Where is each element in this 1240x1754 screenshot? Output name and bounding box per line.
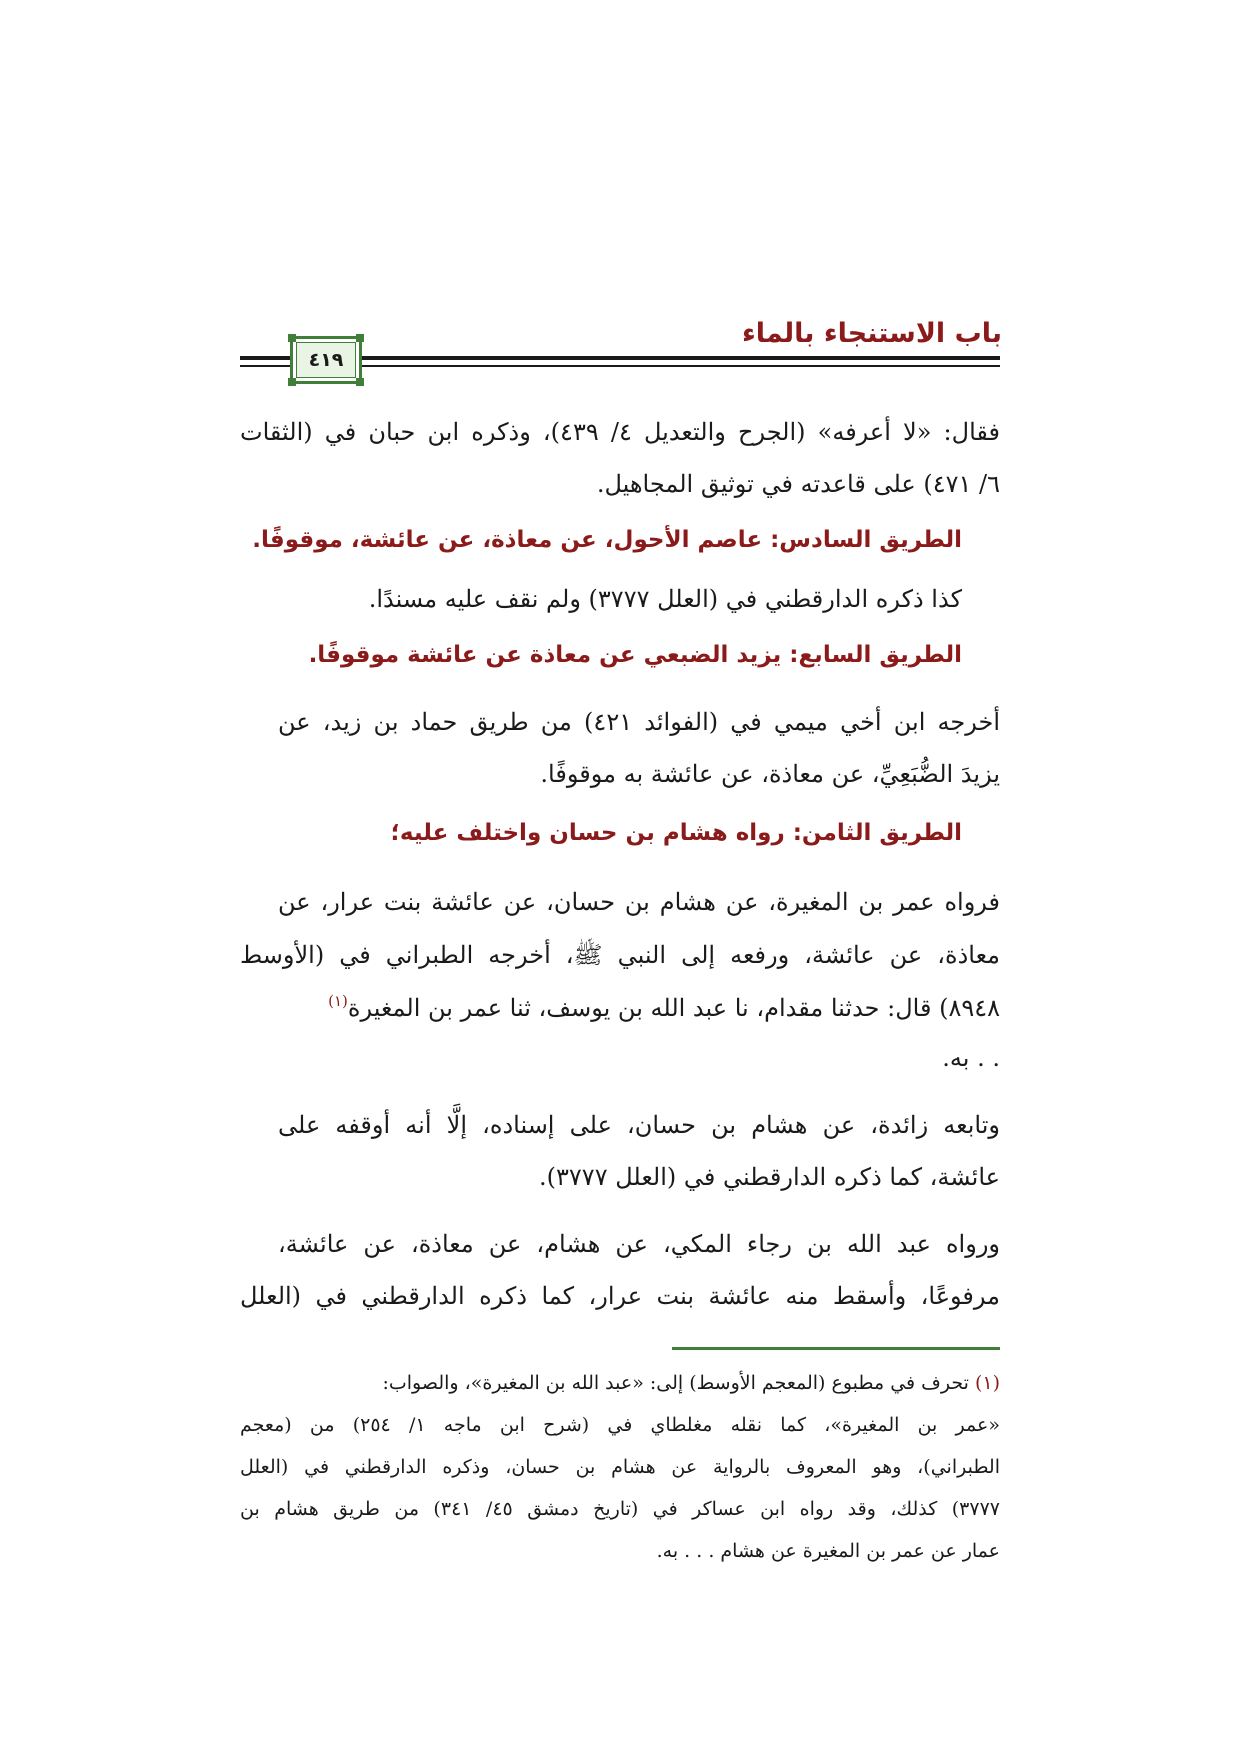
- footnote-line: «عمر بن المغيرة»، كما نقله مغلطاي في (شرح ابن ماجه ١/ ٢٥٤) من (معجم: [240, 1414, 1000, 1436]
- footnote-line: ٣٧٧٧) كذلك، وقد رواه ابن عساكر في (تاريخ دمشق ٤٥/ ٣٤١) من طريق هشام بن: [240, 1498, 1000, 1520]
- section-heading-8: الطريق الثامن: رواه هشام بن حسان واختلف عليه؛: [390, 820, 962, 846]
- running-title: باب الاستنجاء بالماء: [741, 318, 1002, 349]
- body-line: كذا ذكره الدارقطني في (العلل ٣٧٧٧) ولم نقف عليه مسندًا.: [368, 585, 962, 613]
- frame-ornament: [356, 378, 364, 386]
- body-line: . . به.: [942, 1044, 1000, 1072]
- body-line: ٦/ ٤٧١) على قاعدته في توثيق المجاهيل.: [596, 470, 1000, 498]
- section-heading-7: الطريق السابع: يزيد الضبعي عن معاذة عن عائشة موقوفًا.: [308, 642, 962, 668]
- body-line: عائشة، كما ذكره الدارقطني في (العلل ٣٧٧٧).: [539, 1163, 1000, 1191]
- frame-ornament: [356, 334, 364, 342]
- body-line: معاذة، عن عائشة، ورفعه إلى النبي ﷺ، أخرجه الطبراني في (الأوسط: [240, 941, 1000, 969]
- body-line: يزيدَ الضُّبَعِيِّ، عن معاذة، عن عائشة به موقوفًا.: [540, 760, 1000, 788]
- page-number: ٤١٩: [296, 342, 356, 378]
- footnote-line: [240, 1372, 1000, 1394]
- body-line: مرفوعًا، وأسقط منه عائشة بنت عرار، كما ذكره الدارقطني في (العلل: [240, 1282, 1000, 1310]
- footnote-reference: (١): [328, 992, 348, 1010]
- footnote-line: عمار عن عمر بن المغيرة عن هشام . . . به.: [656, 1540, 1000, 1562]
- footnote-number: (١): [974, 1372, 1000, 1394]
- section-heading-6: الطريق السادس: عاصم الأحول، عن معاذة، عن عائشة، موقوفًا.: [252, 527, 962, 553]
- frame-ornament: [288, 334, 296, 342]
- body-line: أخرجه ابن أخي ميمي في (الفوائد ٤٢١) من طريق حماد بن زيد، عن: [278, 708, 1000, 736]
- body-line: ٨٩٤٨) قال: حدثنا مقدام، نا عبد الله بن يوسف، ثنا عمر بن المغيرة: [347, 994, 1000, 1022]
- footnote-separator: [672, 1347, 1000, 1350]
- body-line: ورواه عبد الله بن رجاء المكي، عن هشام، عن معاذة، عن عائشة،: [278, 1230, 1000, 1258]
- body-line: وتابعه زائدة، عن هشام بن حسان، على إسناده، إلَّا أنه أوقفه على: [278, 1111, 1000, 1139]
- body-line-with-footnote-ref: [240, 992, 1000, 1022]
- body-line: فرواه عمر بن المغيرة، عن هشام بن حسان، عن عائشة بنت عرار، عن: [278, 888, 1000, 916]
- footnote-line: الطبراني)، وهو المعروف بالرواية عن هشام بن حسان، وذكره الدارقطني في (العلل: [240, 1456, 1000, 1478]
- body-line: فقال: «لا أعرفه» (الجرح والتعديل ٤/ ٤٣٩)، وذكره ابن حبان في (الثقات: [240, 418, 1001, 446]
- footnote-text: تحرف في مطبوع (المعجم الأوسط) إلى: «عبد الله بن المغيرة»، والصواب:: [382, 1372, 969, 1394]
- frame-ornament: [288, 378, 296, 386]
- page-number-frame: [290, 336, 362, 384]
